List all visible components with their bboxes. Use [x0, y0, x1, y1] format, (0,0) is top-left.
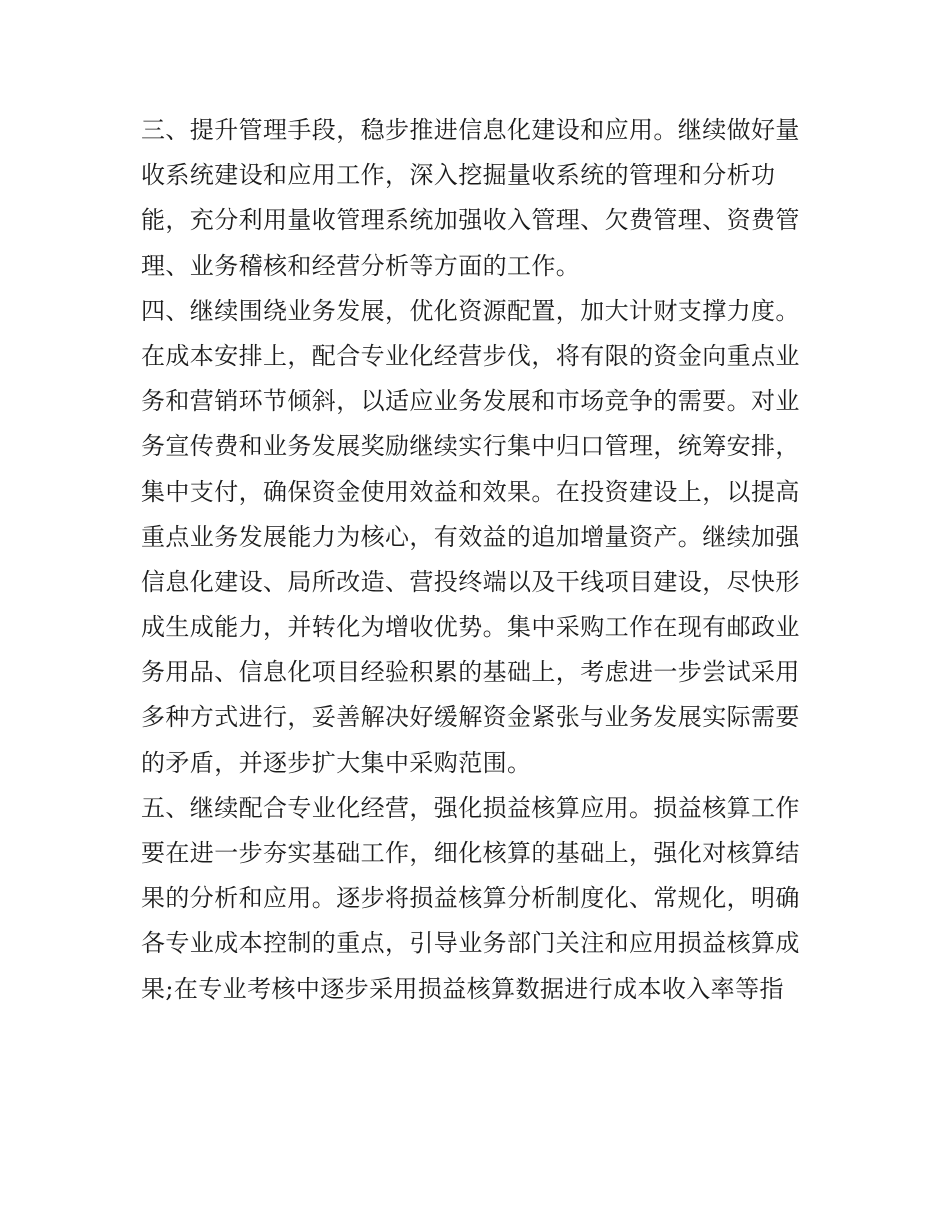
- text-line: 能，充分利用量收管理系统加强收入管理、欠费管理、资费管: [141, 206, 800, 235]
- text-line: 多种方式进行，妥善解决好缓解资金紧张与业务发展实际需要: [141, 703, 800, 732]
- text-line: 在成本安排上，配合专业化经营步伐，将有限的资金向重点业: [141, 341, 800, 370]
- text-line: 要在进一步夯实基础工作，细化核算的基础上，强化对核算结: [141, 839, 800, 867]
- text-line: 四、继续围绕业务发展，优化资源配置，加大计财支撑力度。: [141, 296, 800, 325]
- text-line: 务宣传费和业务发展奖励继续实行集中归口管理，统筹安排，: [141, 432, 800, 461]
- text-line: 果的分析和应用。逐步将损益核算分析制度化、常规化，明确: [141, 884, 800, 913]
- text-line: 果;在专业考核中逐步采用损益核算数据进行成本收入率等指: [141, 974, 784, 1003]
- text-line: 五、继续配合专业化经营，强化损益核算应用。损益核算工作: [141, 793, 800, 822]
- text-line: 收系统建设和应用工作，深入挖掘量收系统的管理和分析功: [141, 161, 776, 190]
- text-line: 务用品、信息化项目经验积累的基础上，考虑进一步尝试采用: [141, 658, 800, 687]
- text-line: 集中支付，确保资金使用效益和效果。在投资建设上，以提高: [141, 477, 800, 506]
- text-line: 三、提升管理手段，稳步推进信息化建设和应用。继续做好量: [141, 116, 800, 144]
- text-line: 各专业成本控制的重点，引导业务部门关注和应用损益核算成: [141, 929, 800, 958]
- text-line: 重点业务发展能力为核心，有效益的追加增量资产。继续加强: [141, 522, 800, 551]
- document-body: [141, 108, 821, 1012]
- text-line: 的矛盾，并逐步扩大集中采购范围。: [141, 748, 532, 777]
- text-line: 成生成能力，并转化为增收优势。集中采购工作在现有邮政业: [141, 613, 800, 642]
- text-line: 务和营销环节倾斜，以适应业务发展和市场竞争的需要。对业: [141, 387, 800, 416]
- text-line: 信息化建设、局所改造、营投终端以及干线项目建设，尽快形: [141, 567, 800, 596]
- text-line: 理、业务稽核和经营分析等方面的工作。: [141, 251, 581, 280]
